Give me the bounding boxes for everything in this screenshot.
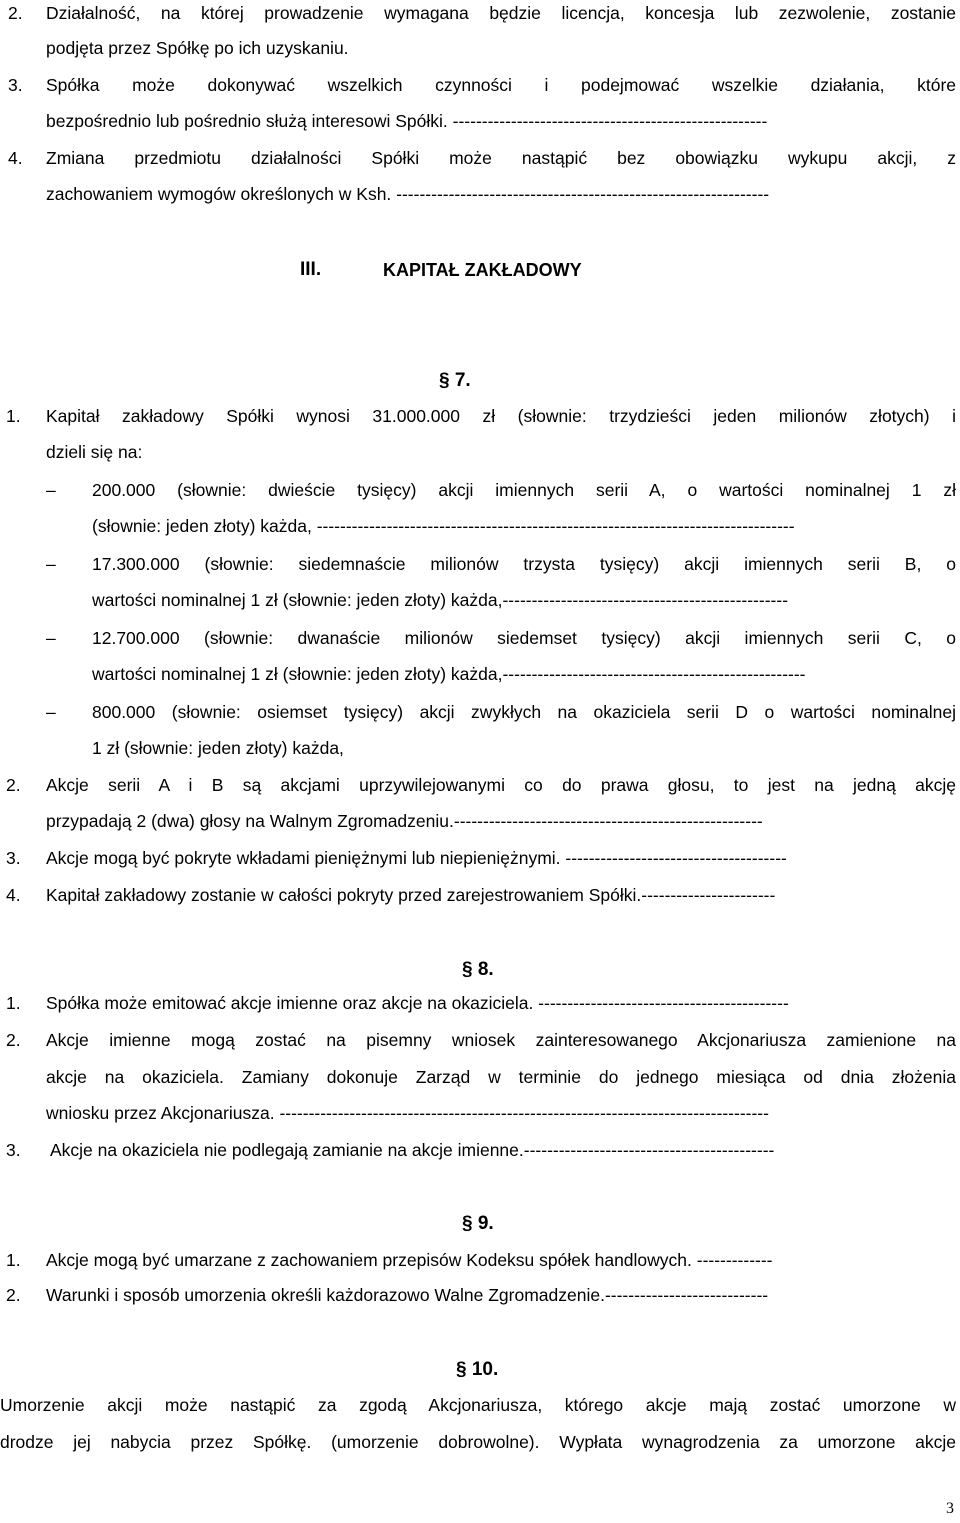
item-number: 3.: [8, 75, 23, 95]
section-title: KAPITAŁ ZAKŁADOWY: [383, 260, 582, 280]
share-series-a-line-2: (słownie: jeden złoty) każda, ----------------------------------------------------------------------------------: [92, 516, 795, 536]
section-roman-numeral: III.: [300, 259, 322, 280]
item-number: 4.: [8, 148, 23, 168]
item-number: 1.: [6, 1250, 21, 1270]
item-4-line-1: Zmiana przedmiotu działalności Spółki może nastąpić bez obowiązku wykupu akcji, z: [46, 148, 956, 168]
share-series-b-line-1: 17.300.000 (słownie: siedemnaście milionów trzysta tysięcy) akcji imiennych serii B, o: [92, 554, 956, 574]
par7-item-4-line-1: Kapitał zakładowy zostanie w całości pokryty przed zarejestrowaniem Spółki.-----------------------: [46, 885, 776, 905]
dash-bullet: –: [46, 554, 56, 574]
item-number: 2.: [6, 1030, 21, 1050]
paragraph-7-heading: § 7.: [439, 370, 471, 391]
item-4-line-2: zachowaniem wymogów określonych w Ksh. ----------------------------------------------------------------: [46, 184, 770, 204]
par10-line-1: Umorzenie akcji może nastąpić za zgodą Akcjonariusza, którego akcje mają zostać umorzone w: [0, 1395, 956, 1415]
share-series-d-line-2: 1 zł (słownie: jeden złoty) każda,: [92, 738, 344, 758]
dash-bullet: –: [46, 628, 56, 648]
par7-item-3-line-1: Akcje mogą być pokryte wkładami pieniężnymi lub niepieniężnymi. --------------------------------------: [46, 848, 787, 868]
item-2-line-2: podjęta przez Spółkę po ich uzyskaniu.: [46, 38, 349, 58]
par7-item-1-line-1: Kapitał zakładowy Spółki wynosi 31.000.000 zł (słownie: trzydzieści jeden milionów złotych) i: [46, 406, 956, 426]
par10-line-2: drodze jej nabycia przez Spółkę. (umorzenie dobrowolne). Wypłata wynagrodzenia za umorzone akcje: [0, 1432, 956, 1452]
par7-item-2-line-2: przypadają 2 (dwa) głosy na Walnym Zgromadzeniu.-----------------------------------------------------: [46, 811, 763, 831]
share-series-c-line-2: wartości nominalnej 1 zł (słownie: jeden złoty) każda,----------------------------------------------------: [92, 664, 806, 684]
par8-item-2-line-3: wniosku przez Akcjonariusza. ------------------------------------------------------------------------------------: [46, 1103, 769, 1123]
share-series-c-line-1: 12.700.000 (słownie: dwanaście milionów siedemset tysięcy) akcji imiennych serii C, o: [92, 628, 956, 648]
par7-item-2-line-1: Akcje serii A i B są akcjami uprzywilejowanymi co do prawa głosu, to jest na jedną akcję: [46, 775, 956, 795]
par8-item-2-line-2: akcje na okaziciela. Zamiany dokonuje Zarząd w terminie do jednego miesiąca od dnia złożenia: [46, 1067, 956, 1087]
item-number: 3.: [6, 1140, 21, 1160]
par7-item-1-line-2: dzieli się na:: [46, 442, 143, 462]
item-number: 1.: [6, 406, 21, 426]
item-3-line-1: Spółka może dokonywać wszelkich czynności i podejmować wszelkie działania, które: [46, 75, 956, 95]
paragraph-10-heading: § 10.: [456, 1359, 499, 1380]
dash-bullet: –: [46, 480, 56, 500]
par8-item-2-line-1: Akcje imienne mogą zostać na pisemny wniosek zainteresowanego Akcjonariusza zamienione na: [46, 1030, 956, 1050]
share-series-a-line-1: 200.000 (słownie: dwieście tysięcy) akcji imiennych serii A, o wartości nominalnej 1 zł: [92, 480, 956, 500]
page-number: 3: [946, 1500, 954, 1517]
share-series-b-line-2: wartości nominalnej 1 zł (słownie: jeden złoty) każda,-------------------------------------------------: [92, 590, 789, 610]
item-3-line-2: bezpośrednio lub pośrednio służą interesowi Spółki. ------------------------------------------------------: [46, 111, 768, 131]
par9-item-1-line-1: Akcje mogą być umarzane z zachowaniem przepisów Kodeksu spółek handlowych. -------------: [46, 1250, 773, 1270]
share-series-d-line-1: 800.000 (słownie: osiemset tysięcy) akcji zwykłych na okaziciela serii D o wartości nominalnej: [92, 702, 956, 722]
paragraph-9-heading: § 9.: [462, 1213, 494, 1234]
dash-bullet: –: [46, 702, 56, 722]
par8-item-1-line-1: Spółka może emitować akcje imienne oraz akcje na okaziciela. -------------------------------------------: [46, 993, 789, 1013]
item-number: 2.: [8, 3, 23, 23]
paragraph-8-heading: § 8.: [462, 959, 494, 980]
item-2-line-1: Działalność, na której prowadzenie wymagana będzie licencja, koncesja lub zezwolenie, zostanie: [46, 3, 956, 23]
item-number: 2.: [6, 1285, 21, 1305]
item-number: 2.: [6, 775, 21, 795]
par8-item-3-line-1: Akcje na okaziciela nie podlegają zamianie na akcje imienne.-------------------------------------------: [50, 1140, 775, 1160]
par9-item-2-line-1: Warunki i sposób umorzenia określi każdorazowo Walne Zgromadzenie.----------------------------: [46, 1285, 769, 1305]
item-number: 4.: [6, 885, 21, 905]
item-number: 3.: [6, 848, 21, 868]
item-number: 1.: [6, 993, 21, 1013]
